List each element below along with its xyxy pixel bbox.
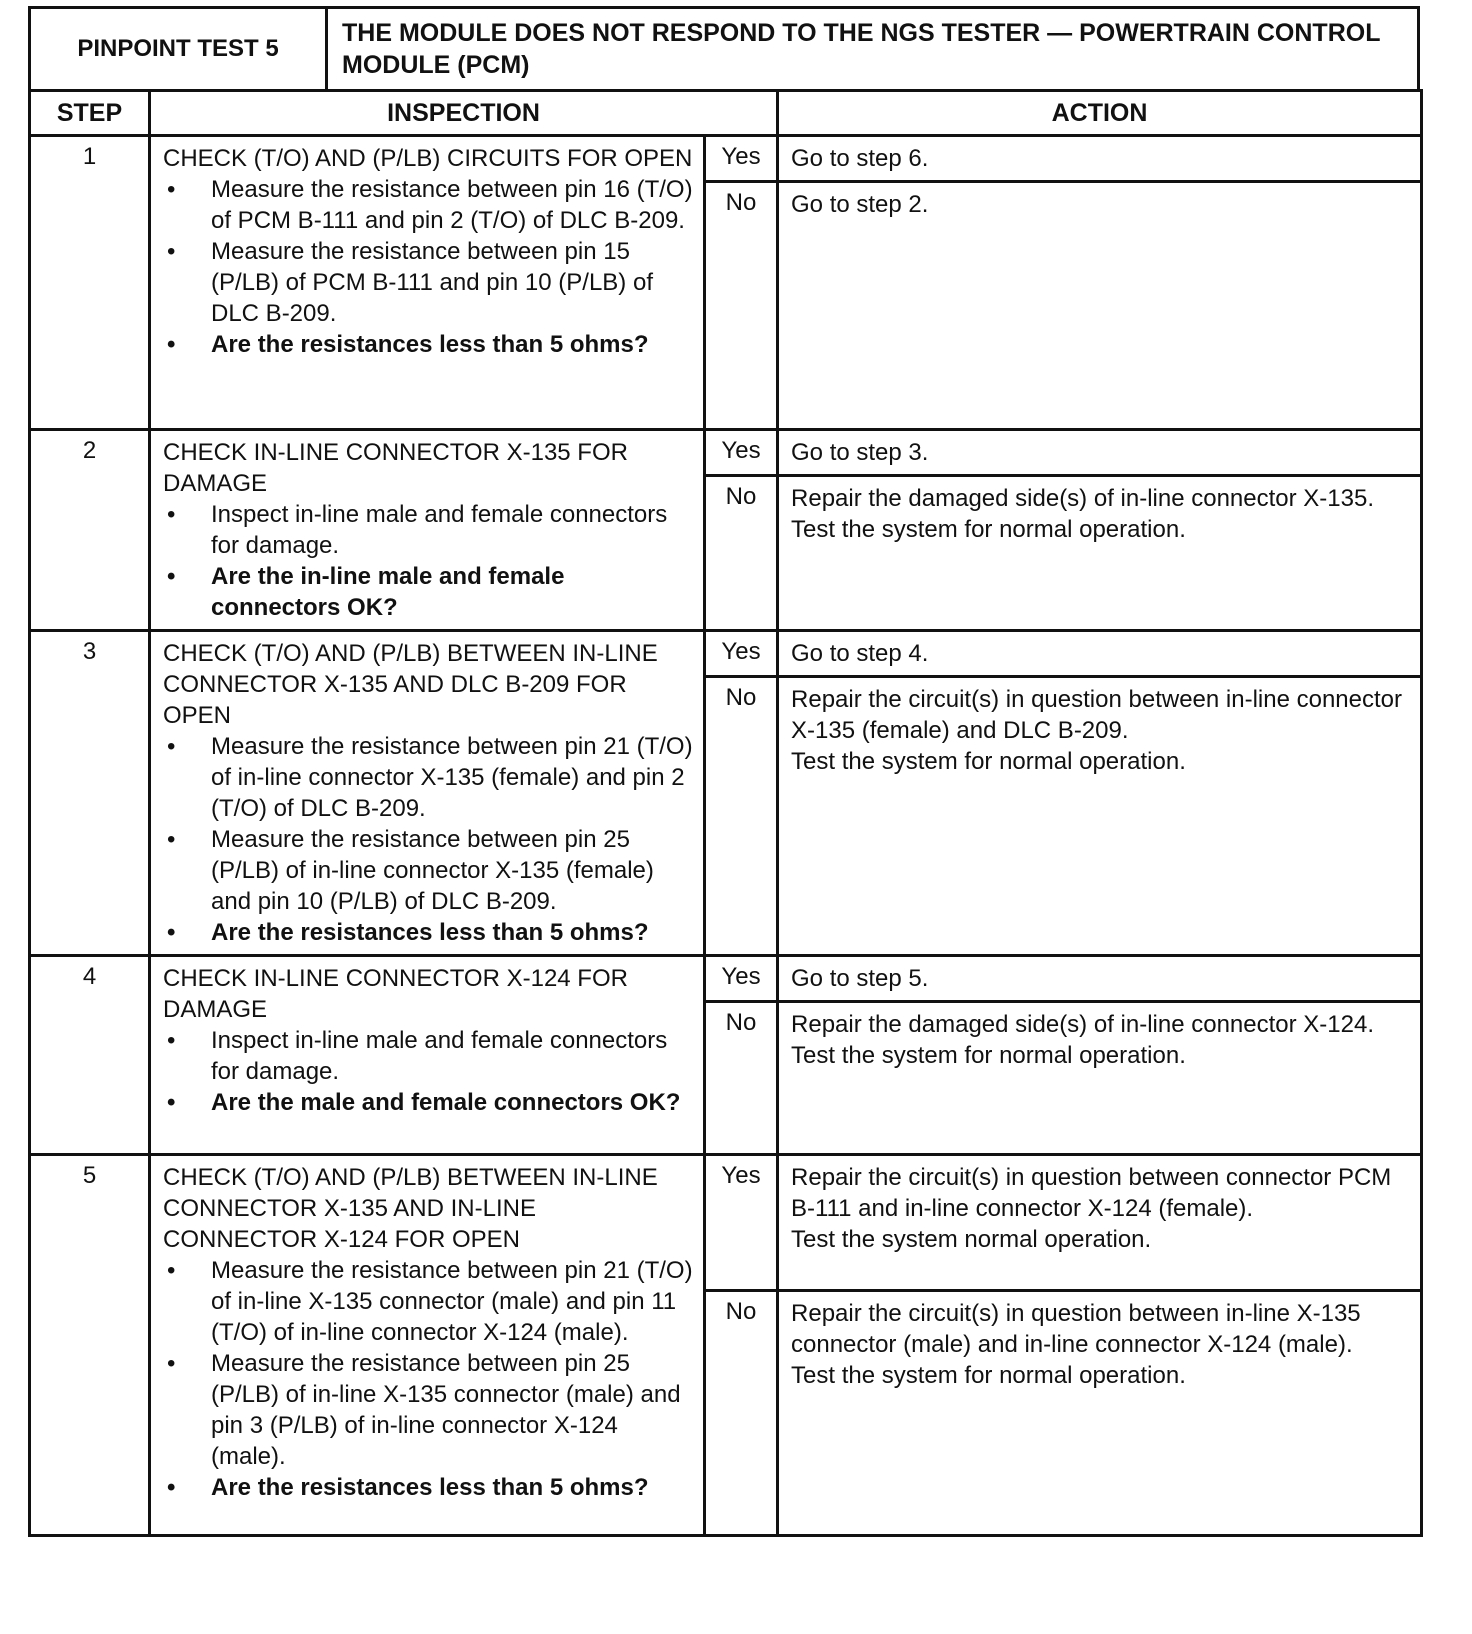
inspection-question: • Are the resistances less than 5 ohms? [163,917,695,948]
action-line: Go to step 6. [791,145,929,172]
inspection-question: • Are the male and female connectors OK? [163,1087,695,1118]
inspection-bullets [163,1255,695,1503]
inspection-cell [150,631,705,956]
inspection-question: • Are the resistances less than 5 ohms? [163,329,695,360]
inspection-bullet: • Measure the resistance between pin 21 (T/O) of in-line connector X-135 (female) and pin 2 (T/O) of DLC B-209. [163,731,695,824]
step-number: 4 [30,956,150,1155]
inspection-bullet: • Inspect in-line male and female connectors for damage. [163,1025,695,1087]
inspection-cell [150,136,705,430]
no-label: No [705,677,778,956]
action-line: Test the system for normal operation. [791,516,1186,544]
action-line: Test the system for normal operation. [791,748,1186,776]
action-line: Go to step 3. [791,439,929,466]
yes-action [778,1155,1422,1291]
inspection-heading: CHECK (T/O) AND (P/LB) CIRCUITS FOR OPEN [163,145,693,172]
header-row [30,91,1422,136]
step-number: 5 [30,1155,150,1536]
step-number: 1 [30,136,150,430]
no-action [778,476,1422,631]
inspection-bullet: • Measure the resistance between pin 25 (P/LB) of in-line connector X-135 (female) and pin 10 (P/LB) of DLC B-209. [163,824,695,917]
inspection-bullets [163,731,695,948]
action-line: Repair the circuit(s) in question between in-line X-135 connector (male) and in-line connector X-124 (male). [791,1300,1361,1358]
header-step: STEP [30,91,150,136]
no-label: No [705,476,778,631]
inspection-bullet: • Measure the resistance between pin 25 (P/LB) of in-line X-135 connector (male) and pin 3 (P/LB) of in-line connector X-124 (male). [163,1348,695,1472]
inspection-bullets [163,1025,695,1118]
action-line: Repair the damaged side(s) of in-line connector X-124. [791,1011,1374,1038]
yes-label: Yes [705,956,778,1002]
inspection-bullets [163,174,695,360]
steps-table [28,89,1423,1537]
inspection-bullets [163,499,695,623]
pinpoint-test-sheet [28,6,1420,1537]
no-action [778,1291,1422,1536]
inspection-heading: CHECK (T/O) AND (P/LB) BETWEEN IN-LINE CONNECTOR X-135 AND DLC B-209 FOR OPEN [163,640,658,729]
yes-label: Yes [705,1155,778,1291]
action-line: Go to step 2. [791,191,929,218]
inspection-heading: CHECK IN-LINE CONNECTOR X-124 FOR DAMAGE [163,965,628,1023]
action-line: Repair the circuit(s) in question between connector PCM B-111 and in-line connector X-124 (female). [791,1164,1392,1222]
inspection-cell [150,430,705,631]
step-row-yes [30,631,1422,677]
no-action [778,182,1422,430]
step-row-yes [30,136,1422,182]
inspection-bullet: • Measure the resistance between pin 15 (P/LB) of PCM B-111 and pin 10 (P/LB) of DLC B-209. [163,236,695,329]
yes-label: Yes [705,430,778,476]
inspection-bullet: • Measure the resistance between pin 21 (T/O) of in-line X-135 connector (male) and pin 11 (T/O) of in-line connector X-124 (male). [163,1255,695,1348]
inspection-heading: CHECK IN-LINE CONNECTOR X-135 FOR DAMAGE [163,439,628,497]
steps-body [30,136,1422,1536]
step-row-yes [30,956,1422,1002]
action-line: Repair the damaged side(s) of in-line connector X-135. [791,485,1374,513]
yes-action [778,136,1422,182]
title-block [28,6,1420,92]
inspection-question: • Are the in-line male and female connectors OK? [163,561,695,623]
no-label: No [705,1291,778,1536]
step-row-yes [30,1155,1422,1291]
test-label: PINPOINT TEST 5 [30,8,327,91]
yes-action [778,430,1422,476]
yes-label: Yes [705,136,778,182]
yes-action [778,956,1422,1002]
inspection-question: • Are the resistances less than 5 ohms? [163,1472,695,1503]
no-action [778,1002,1422,1155]
action-line: Test the system for normal operation. [791,1042,1186,1069]
action-line: Repair the circuit(s) in question between in-line connector X-135 (female) and DLC B-209. [791,686,1402,745]
step-number: 3 [30,631,150,956]
action-line: Test the system normal operation. [791,1226,1152,1253]
no-label: No [705,1002,778,1155]
action-line: Go to step 5. [791,965,929,992]
inspection-heading: CHECK (T/O) AND (P/LB) BETWEEN IN-LINE CONNECTOR X-135 AND IN-LINE CONNECTOR X-124 FOR OPEN [163,1164,658,1253]
no-action [778,677,1422,956]
action-line: Go to step 4. [791,640,929,667]
inspection-bullet: • Measure the resistance between pin 16 (T/O) of PCM B-111 and pin 2 (T/O) of DLC B-209. [163,174,695,236]
yes-action [778,631,1422,677]
yes-label: Yes [705,631,778,677]
action-line: Test the system for normal operation. [791,1362,1186,1389]
inspection-bullet: • Inspect in-line male and female connectors for damage. [163,499,695,561]
inspection-cell [150,956,705,1155]
no-label: No [705,182,778,430]
step-row-yes [30,430,1422,476]
header-inspection: INSPECTION [150,91,778,136]
step-number: 2 [30,430,150,631]
inspection-cell [150,1155,705,1536]
test-title: THE MODULE DOES NOT RESPOND TO THE NGS TESTER — POWERTRAIN CONTROL MODULE (PCM) [327,8,1419,91]
header-action: ACTION [778,91,1422,136]
